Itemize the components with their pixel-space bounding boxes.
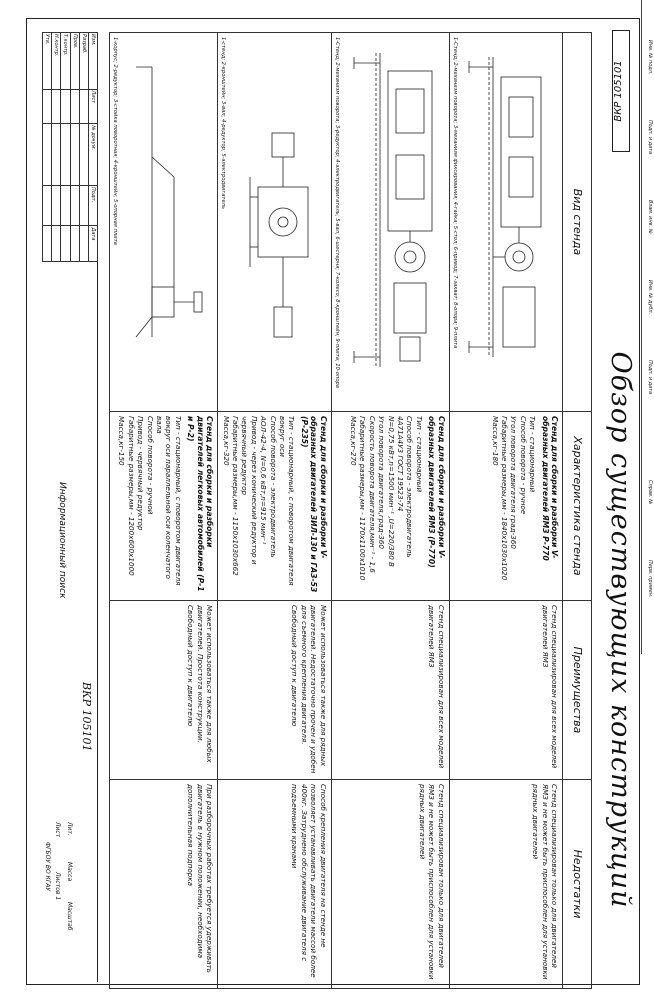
table-row-view: [449, 33, 562, 412]
table-row-view: [110, 33, 218, 412]
spec-line: Способ поворота - электродвигатель: [268, 416, 278, 558]
spec-line: Масса,кг-320: [221, 416, 231, 466]
spec-line: Способ поворота - электродвигатель 4А71А4У3 ГОСТ 19523-74: [395, 416, 415, 558]
table-row-dis: Стенд специализирован только для двигателей ЯМЗ и не может быть приспособлен для установки рядных двигателей: [331, 780, 449, 989]
table-row-adv: Может использоваться также для любых двигателей. Простота конструкции. Свободный доступ к двигателю: [110, 601, 218, 780]
spec-line: Габаритные размеры,мм - 1840х1030х1020: [499, 416, 509, 581]
side-label: Инв. № дубл.: [647, 280, 653, 315]
stand-drawing-1: [455, 37, 559, 399]
spec-line: Привод - червячный редуктор: [136, 416, 146, 531]
stand-drawing-3: [230, 37, 328, 399]
designs-table: [109, 32, 592, 989]
stamp-col: Дата: [88, 226, 97, 262]
stamp-role: Т.контр.: [61, 33, 70, 90]
stand-drawing-4: [116, 37, 214, 399]
spec-line: Тип - стационарный, с поворотом двигателя вокруг оси параллельной оси коленчатого вала: [155, 416, 183, 586]
stamp-col: Изм.: [88, 33, 97, 90]
spec-line: Привод - через конический редуктор и червячный редуктор: [240, 416, 259, 565]
header-adv: Преимущества: [563, 601, 592, 780]
sheets-label: Листов 1: [54, 872, 61, 901]
page-title: Обзор существующих конструкций: [605, 351, 636, 909]
drawing-caption: 1-корпус; 2-редуктор; 3-стойка поворотная; 4-кронштейн; 5-опорная плита: [112, 37, 119, 245]
org-label: ФГБОУ ВО КГАУ: [44, 842, 51, 892]
side-label: Подп. и дата: [647, 120, 653, 155]
table-row-spec: [331, 412, 449, 601]
spec-line: Масса,кг-270: [348, 416, 358, 466]
stamp-role: Разраб.: [79, 33, 88, 90]
drawing-caption: 1-Стенд; 2-механизм поворота; 3-редуктор; 4-электродвигатель; 5-вал; 6-шестерня; 7-колесо; 8-кронштейн; 9-плита; 10-опора: [333, 37, 340, 388]
stamp-col: № докум.: [88, 124, 97, 186]
table-row-dis: При разборочных работах требуется удерживать двигатель в нужном положении, необходима дополнительная подпорка: [110, 780, 218, 989]
table-row-adv: Стенд специализирован для всех моделей двигателей ЯМЗ: [331, 601, 449, 780]
side-label: Инв. № подл.: [647, 40, 653, 75]
spec-line: Габаритные размеры,мм - 1150х1030х662: [230, 416, 240, 576]
drawing-caption: 1-стенд; 2-кронштейн; 3-вал; 4-редуктор; 5-электродвигатель: [220, 37, 227, 210]
doc-code: ВКР 105101: [80, 682, 93, 752]
lit-label: Лит.: [66, 822, 73, 836]
spec-line: Угол поворота двигателя,град-360: [377, 416, 387, 549]
spec-title: Стенд для сборки и разборки V-образных двигателей ЗИЛ-130 и ГАЗ-53 (Р-235): [299, 416, 328, 593]
spec-line: Тип - стационарный: [528, 416, 538, 493]
spec-line: Тип - стационарный, с поворотом двигателя вокруг оси: [277, 416, 297, 586]
spec-line: Габаритные размеры,мм - 1200х600х1000: [126, 416, 136, 576]
stamp-col: Подп.: [88, 186, 97, 226]
header-dis: Недостатки: [563, 780, 592, 989]
table-row-adv: Стенд специализирован для всех моделей двигателей ЯМЗ: [449, 601, 562, 780]
side-strip: [641, 0, 654, 654]
spec-line: Угол поворота двигателя град-360: [509, 416, 519, 549]
doc-code-top: ВКР 105101: [612, 30, 630, 152]
spec-line: Габаритные размеры,мм - 1170х1100х1010: [358, 416, 368, 581]
mass-label: Масса: [66, 862, 73, 882]
table-row-adv: Может использоваться также для рядных двигателей. Недостаточно прочен и удобен для съемного крепления двигателя. Свободный доступ к двигателю: [218, 601, 331, 780]
spec-line: Тип - стационарный: [414, 416, 424, 493]
spec-line: АОЛ-42-4, N=0,6 кВт,n=915 мин⁻¹: [259, 416, 269, 545]
header-view: Вид стенда: [563, 33, 592, 412]
side-label: Перв. примен.: [647, 560, 653, 598]
spec-title: Стенд для сборки и разборки V-образных двигателей ЯМЗ Р-770: [540, 416, 559, 561]
stamp-role: Утв.: [43, 33, 52, 90]
spec-line: Способ поворота - ручной: [145, 416, 155, 515]
stand-drawing-2: [338, 37, 446, 399]
sheet-label: Лист: [54, 822, 61, 838]
title-block: [41, 262, 98, 982]
scale-label: Масштаб: [66, 902, 73, 931]
spec-line: Скорость поворота двигателя,мин⁻¹ - 1,6: [367, 416, 377, 573]
side-label: Справ. №: [647, 480, 653, 505]
spec-title: Стенд для сборки и разборки V-образных двигателей ЯМЗ (Р-770): [427, 416, 446, 568]
spec-line: Способ поворота - ручное: [518, 416, 528, 515]
spec-line: N=0,75 кВт,n=1500 мин⁻¹ ,U=220/380 В: [386, 416, 396, 567]
table-row-spec: [110, 412, 218, 601]
table-row-dis: Стенд специализирован только для двигателей ЯМЗ и не может быть приспособлен для установки рядных двигателей: [449, 780, 562, 989]
sheet-name: Информационный поиск: [57, 482, 67, 599]
spec-line: Масса,кг-150: [117, 416, 127, 466]
table-row-dis: Способ крепления двигателя на стенде не позволяет устанавливать двигатели массой более 400кг. Затруднено обслуживание двигателя с подъемными кранами: [218, 780, 331, 989]
spec-title: Стенд для сборки и разборки двигателей легковых автомобилей (Р-1 и Р-2): [186, 416, 215, 592]
revision-stamp: [42, 32, 98, 262]
header-spec: Характеристика стенда: [563, 412, 592, 601]
table-row-view: [331, 33, 449, 412]
drawing-caption: 1-Стенд; 2-механизм поворота; 3-механизм фиксирования; 4-гайка; 5-стол; 6-привод; 7-захват; 8-опора; 9-плита: [451, 37, 458, 349]
stamp-col: Лист: [88, 89, 97, 124]
table-row-spec: [449, 412, 562, 601]
stamp-role: Н.контр.: [52, 33, 61, 90]
table-row-spec: [218, 412, 331, 601]
side-label: Подп. и дата: [647, 360, 653, 395]
side-label: Взам. инв. №: [647, 200, 653, 234]
stamp-role: Пров.: [70, 33, 79, 90]
table-row-view: [218, 33, 331, 412]
spec-line: Масса,кг-180: [490, 416, 500, 466]
